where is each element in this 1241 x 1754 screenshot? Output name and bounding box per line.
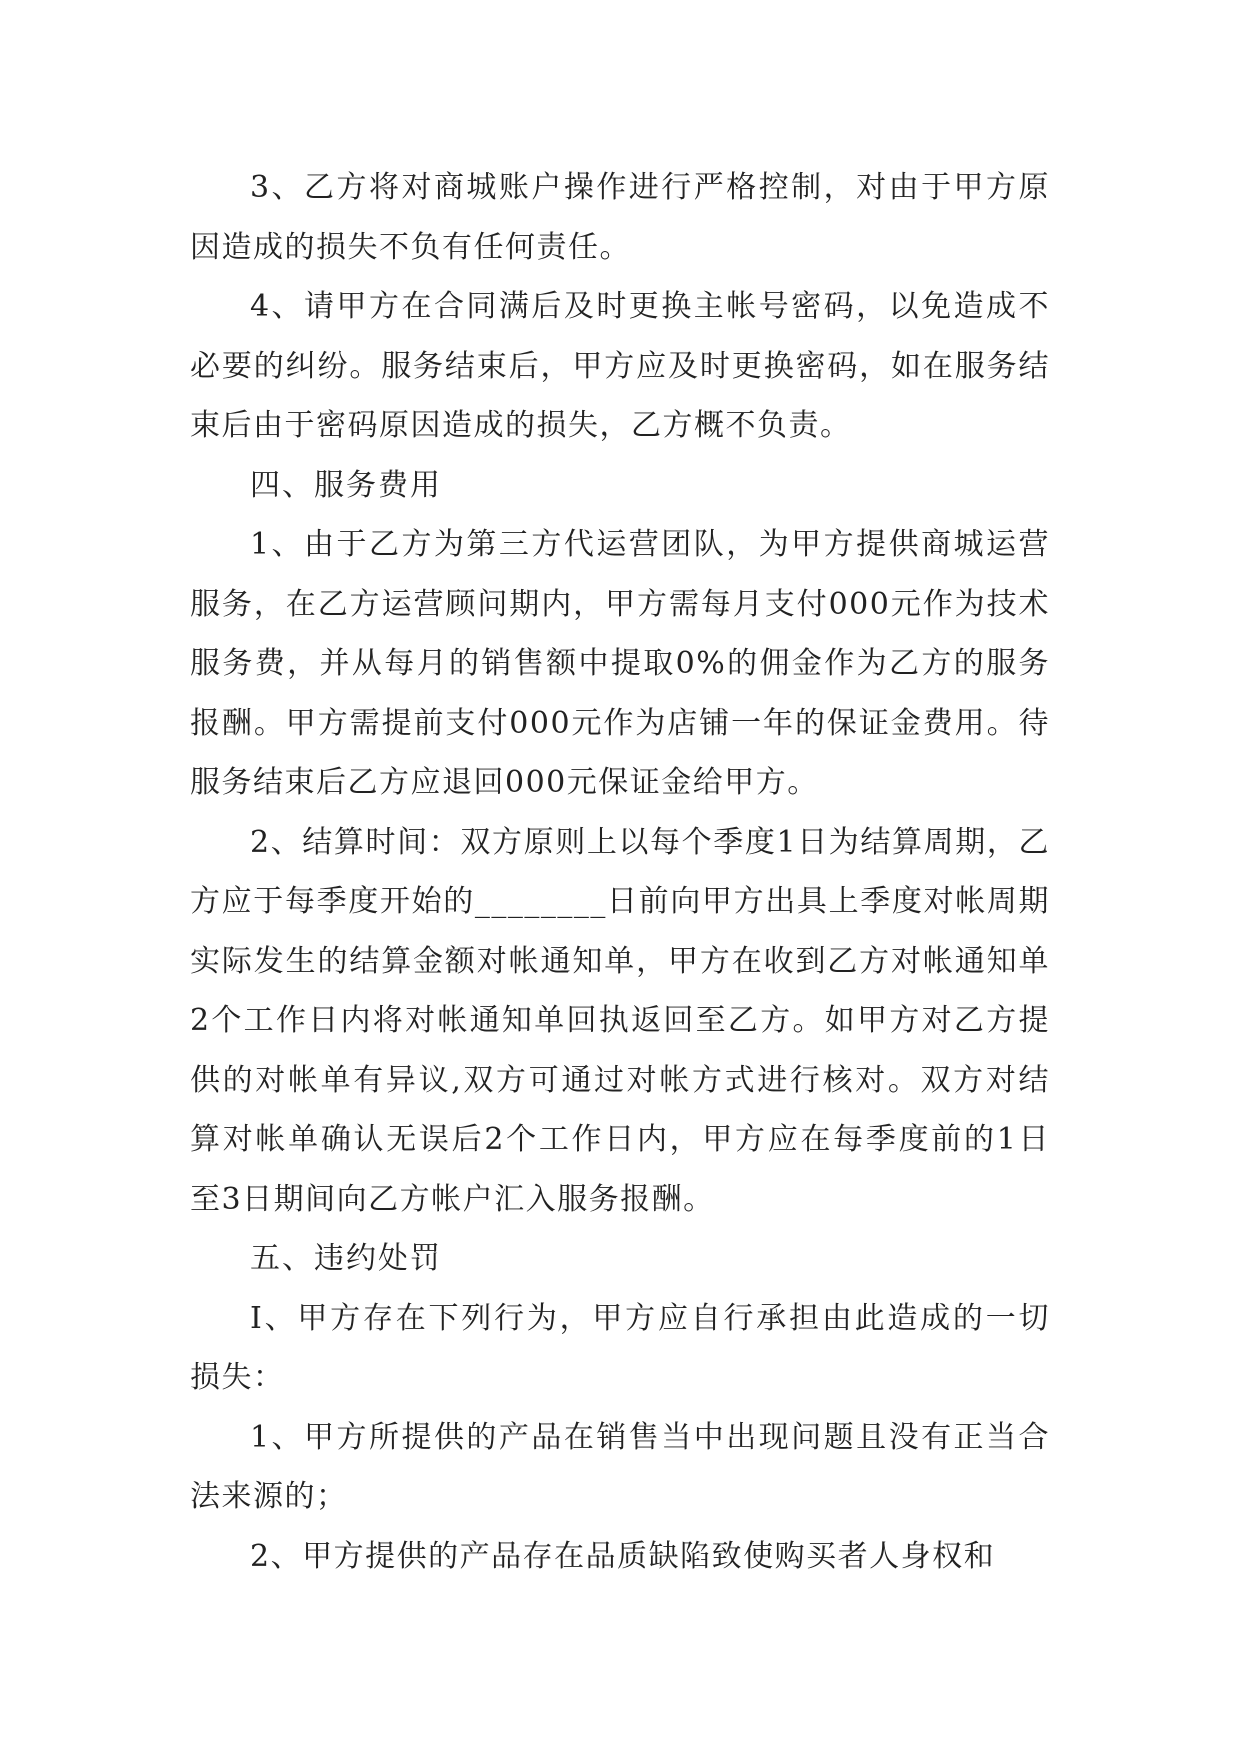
clause-3-paragraph: 3、乙方将对商城账户操作进行严格控制，对由于甲方原因造成的损失不负有任何责任。 — [190, 170, 1050, 265]
fee-clause-2-paragraph: 2、结算时间：双方原则上以每个季度1日为结算周期，乙方应于每季度开始的________日前向甲方出具上季度对帐周期实际发生的结算金额对帐通知单，甲方在收到乙方对帐通知单2个工作日内将对帐通知单回执返回至乙方。如甲方对乙方提供的对帐单有异议,双方可通过对帐方式进行核对。双方对结算对帐单确认无误后2个工作日内，甲方应在每季度前的1日至3日期间向乙方帐户汇入服务报酬。 — [190, 824, 1050, 1217]
fee-clause-1-paragraph: 1、由于乙方为第三方代运营团队，为甲方提供商城运营服务，在乙方运营顾问期内，甲方需每月支付000元作为技术服务费，并从每月的销售额中提取0%的佣金作为乙方的服务报酬。甲方需提前支付000元作为店铺一年的保证金费用。待服务结束后乙方应退回000元保证金给甲方。 — [190, 527, 1050, 800]
penalty-item-2-paragraph: 2、甲方提供的产品存在品质缺陷致使购买者人身权和 — [250, 1538, 996, 1574]
penalty-intro-paragraph: I、甲方存在下列行为，甲方应自行承担由此造成的一切损失： — [190, 1300, 1050, 1395]
clause-4-paragraph: 4、请甲方在合同满后及时更换主帐号密码，以免造成不必要的纠纷。服务结束后，甲方应及时更换密码，如在服务结束后由于密码原因造成的损失，乙方概不负责。 — [190, 289, 1050, 443]
section-heading-service-fees: 四、服务费用 — [250, 467, 442, 503]
document-body — [190, 158, 1050, 1586]
penalty-item-1-paragraph: 1、甲方所提供的产品在销售当中出现问题且没有正当合法来源的； — [190, 1419, 1050, 1514]
section-heading-penalties: 五、违约处罚 — [250, 1241, 442, 1276]
